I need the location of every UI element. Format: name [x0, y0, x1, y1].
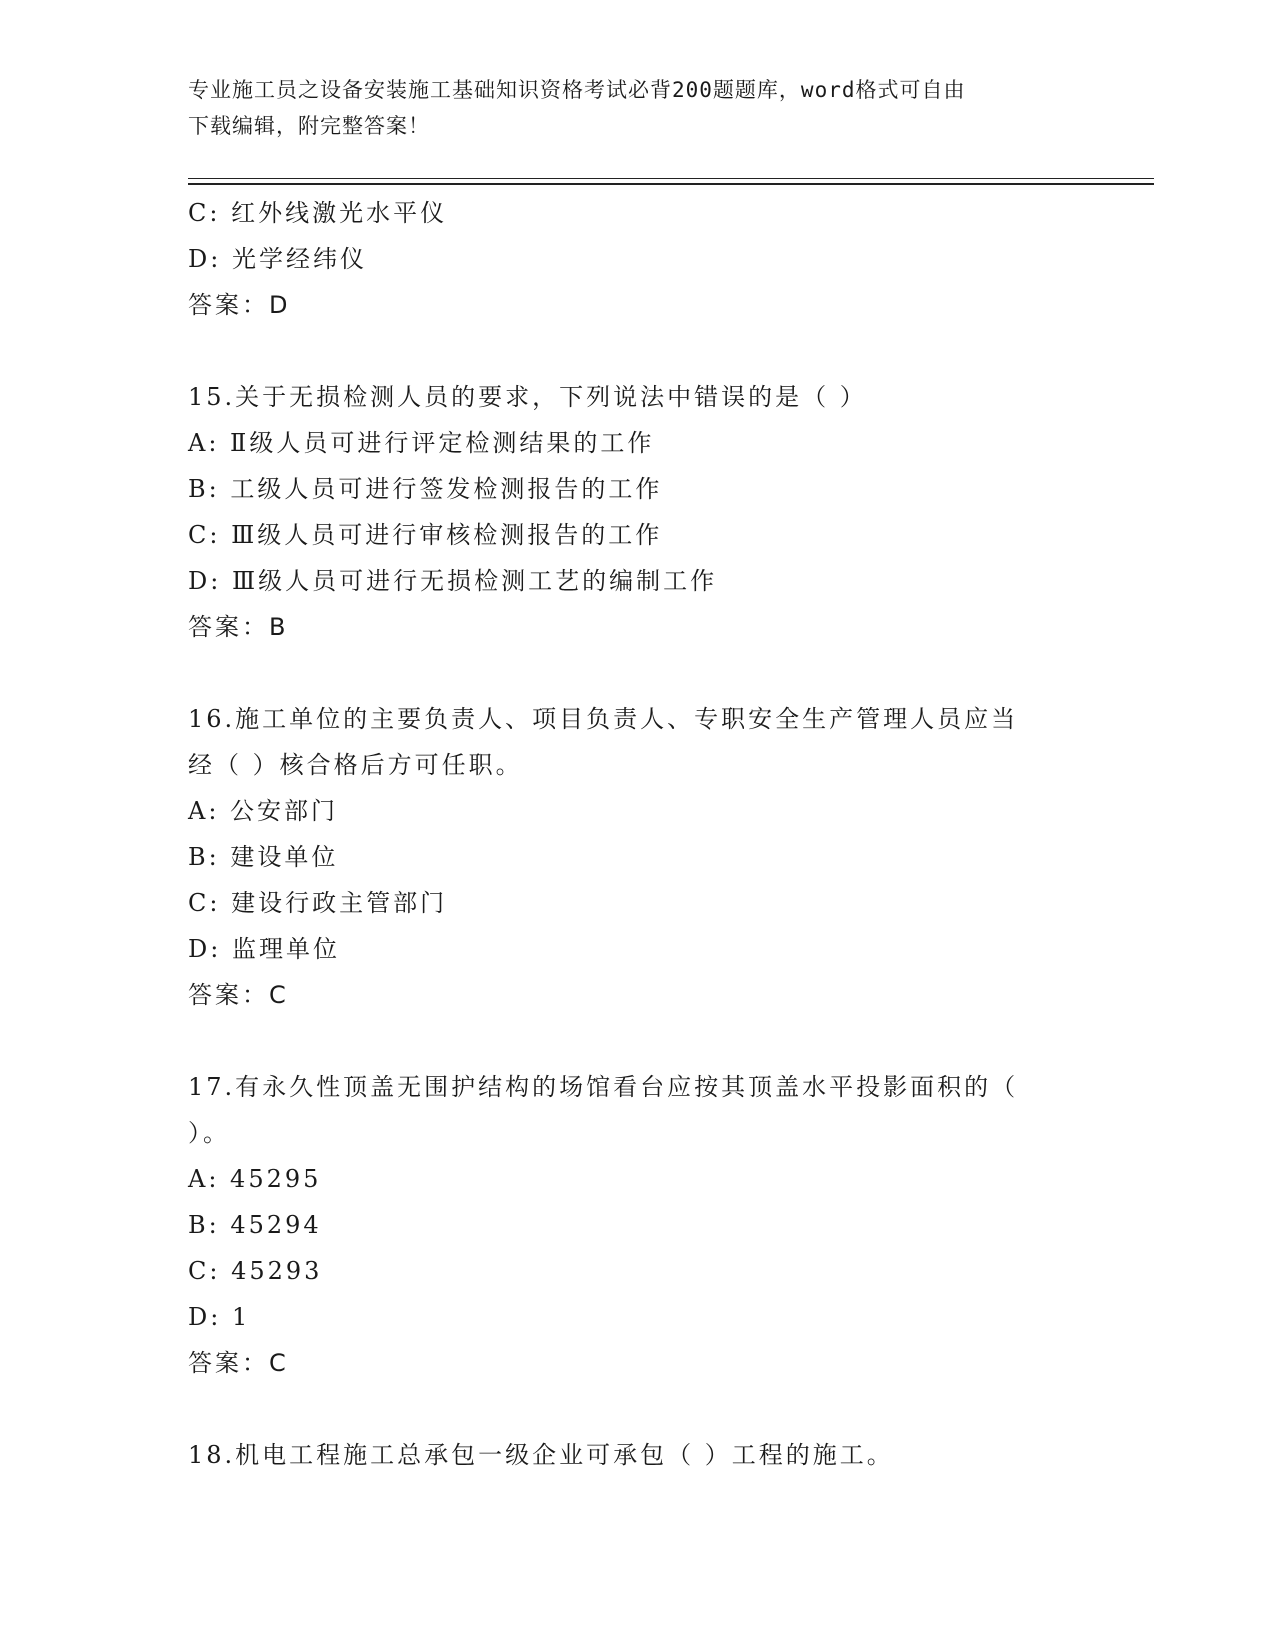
- q17-option-d: D: 1: [188, 1303, 251, 1331]
- question-list: [188, 190, 1088, 1478]
- q14-option-c: C: 红外线激光水平仪: [188, 199, 448, 227]
- header-divider-thick: [188, 183, 1154, 185]
- q17-option-b: B: 45294: [188, 1211, 322, 1239]
- q17-answer: 答案：C: [188, 1349, 289, 1377]
- q15-option-a: A: Ⅱ级人员可进行评定检测结果的工作: [188, 429, 655, 457]
- q17-stem-line-1: 17.有永久性顶盖无围护结构的场馆看台应按其顶盖水平投影面积的（: [188, 1073, 1019, 1101]
- spacer: [188, 328, 1088, 374]
- q16-option-b: B: 建设单位: [188, 843, 339, 871]
- spacer: [188, 1018, 1088, 1064]
- header-divider-thin: [188, 178, 1154, 179]
- q15-option-c: C: Ⅲ级人员可进行审核检测报告的工作: [188, 521, 663, 549]
- q18-stem: 18.机电工程施工总承包一级企业可承包（ ）工程的施工。: [188, 1441, 894, 1469]
- q16-option-a: A: 公安部门: [188, 797, 339, 825]
- spacer: [188, 650, 1088, 696]
- q16-option-d: D: 监理单位: [188, 935, 340, 963]
- spacer: [188, 1386, 1088, 1432]
- q16-stem-line-1: 16.施工单位的主要负责人、项目负责人、专职安全生产管理人员应当: [188, 705, 1019, 733]
- q15-option-b: B: 工级人员可进行签发检测报告的工作: [188, 475, 663, 503]
- q17-stem-line-2: ）。: [188, 1119, 230, 1147]
- q17-option-c: C: 45293: [188, 1257, 323, 1285]
- q17-option-a: A: 45295: [188, 1165, 322, 1193]
- q14-option-d: D: 光学经纬仪: [188, 245, 367, 273]
- header-line-2: 下载编辑，附完整答案！: [188, 114, 430, 138]
- document-header: [188, 72, 1068, 144]
- q15-answer: 答案：B: [188, 613, 289, 641]
- q15-option-d: D: Ⅲ级人员可进行无损检测工艺的编制工作: [188, 567, 718, 595]
- header-line-1: 专业施工员之设备安装施工基础知识资格考试必背200题题库，word格式可自由: [188, 78, 966, 102]
- q16-stem-line-2: 经（ ）核合格后方可任职。: [188, 751, 523, 779]
- q15-stem: 15.关于无损检测人员的要求，下列说法中错误的是（ ）: [188, 383, 867, 411]
- q14-answer: 答案：D: [188, 291, 291, 319]
- q16-option-c: C: 建设行政主管部门: [188, 889, 448, 917]
- q16-answer: 答案：C: [188, 981, 289, 1009]
